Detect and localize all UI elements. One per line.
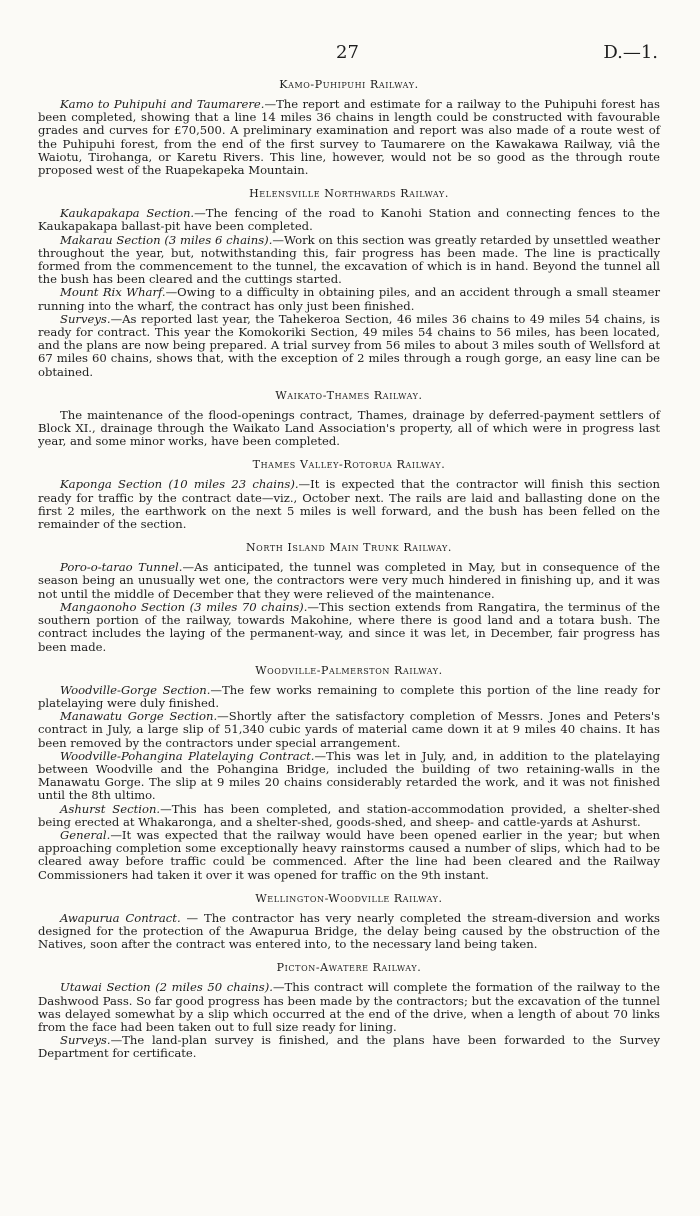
paragraph-text: —Work on this section was greatly retarded by unsettled weather throughout the year, but, notwithstanding this, fair progress has been made. The line is practically formed from the commencement to the tunnel, the excavation of which is in hand. Beyond the tunnel all the bush has been cleared and the cuttings started.: [38, 232, 660, 287]
paragraph-text: —This section extends from Rangatira, the terminus of the southern portion of the railway, towards Makohine, where there is good land and a totara bush. The contract includes the laying of the permanent-way, and since it was let, in December, fair progress has been made.: [38, 599, 660, 654]
document-body: [38, 78, 660, 1061]
paragraph-lead: Mount Rix Wharf.: [60, 285, 166, 300]
section-paragraph: [38, 234, 660, 287]
report-section: [38, 892, 660, 952]
section-paragraph: [38, 803, 660, 829]
report-section: [38, 458, 660, 531]
paragraph-lead: Poro-o-tarao Tunnel.: [60, 560, 183, 575]
paragraph-text: —This contract will complete the formation of the railway to the Dashwood Pass. So far good progress has been made by the contractors; but the excavation of the tunnel was delayed somewhat by a slip which occurred at the end of the drive, when a length of about 70 links from the face had been taken out to full size ready for lining.: [38, 980, 660, 1034]
paragraph-text: — The contractor has very nearly completed the stream-diversion and works designed for the protection of the Awapurua Bridge, the delay being caused by the obstruction of the Natives, soon after the contract was entered into, to the necessary land being taken.: [38, 910, 660, 952]
paragraph-text: —This was let in July, and, in addition to the platelaying between Woodville and the Pohangina Bridge, included the building of two retaining-walls in the Manawatu Gorge. The slip at 9 miles 20 chains considerably retarded the work, and it was not finished until the 8th ultimo.: [38, 748, 660, 803]
paragraph-text: —As anticipated, the tunnel was completed in May, but in consequence of the season being an unusually wet one, the contractors were very much hindered in finishing up, and it was not until the middle of December that they were relieved of the maintenance.: [38, 560, 660, 601]
paragraph-lead: Awapurua Contract.: [60, 910, 181, 925]
section-paragraph: [38, 98, 660, 177]
section-paragraph: [38, 1034, 660, 1060]
section-paragraph: [38, 912, 660, 952]
paragraph-text: —The fencing of the road to Kanohi Station and connecting fences to the Kaukapakapa ballast-pit have been completed.: [38, 206, 660, 234]
paragraph-lead: Surveys.: [60, 1033, 111, 1048]
paragraph-text: —The few works remaining to complete this portion of the line ready for platelaying were duly finished.: [38, 682, 660, 710]
report-section: [38, 541, 660, 653]
paragraph-lead: Woodville-Pohangina Platelaying Contract.: [60, 748, 315, 763]
section-title: Picton-Awatere Railway.: [276, 961, 422, 975]
section-title: Helensville Northwards Railway.: [249, 187, 449, 201]
section-title: Kamo-Puhipuhi Railway.: [279, 78, 419, 91]
section-paragraph: [38, 750, 660, 803]
section-title: Waikato-Thames Railway.: [275, 388, 423, 402]
section-paragraph: [38, 829, 660, 882]
paragraph-lead: Ashurst Section.: [60, 801, 161, 816]
paragraph-text: —Owing to a difficulty in obtaining piles, and an accident through a small steamer running into the wharf, the contract has only just been finished.: [38, 285, 660, 313]
section-paragraph: [38, 981, 660, 1034]
report-section: [38, 664, 660, 882]
paragraph-text: —The land-plan survey is finished, and the plans have been forwarded to the Survey Department for certificate.: [38, 1033, 660, 1061]
document-reference: D.—1.: [603, 42, 658, 63]
section-paragraph: [38, 286, 660, 312]
section-title: North Island Main Trunk Railway.: [245, 541, 453, 555]
section-paragraph: [38, 478, 660, 531]
paragraph-text: —This has been completed, and station-accommodation provided, a shelter-shed being erected at Whakaronga, and a shelter-shed, goods-shed, and sheep- and cattle-yards at Ashurst.: [38, 801, 660, 829]
report-section: [38, 389, 660, 449]
report-section: [38, 961, 660, 1060]
page-number: 27: [336, 42, 359, 63]
paragraph-lead: Mangaonoho Section (3 miles 70 chains).: [60, 599, 308, 614]
paragraph-text: The maintenance of the flood-openings contract, Thames, drainage by deferred-payment settlers of Block XI., drainage through the Waikato Land Association's property, all of which were in progress last year, and some minor works, have been completed.: [38, 407, 660, 449]
section-paragraph: [38, 207, 660, 233]
section-paragraph: [38, 601, 660, 654]
section-paragraph: [38, 561, 660, 601]
section-paragraph: [38, 684, 660, 710]
paragraph-lead: Woodville-Gorge Section.: [60, 682, 211, 697]
paragraph-lead: Kaukapakapa Section.: [60, 206, 195, 221]
section-title: Woodville-Palmerston Railway.: [255, 663, 443, 677]
paragraph-lead: Makarau Section (3 miles 6 chains).: [60, 232, 273, 247]
section-paragraph: [38, 313, 660, 379]
section-title: Wellington-Woodville Railway.: [255, 891, 443, 905]
paragraph-lead: Surveys.: [60, 311, 111, 326]
page-header: [0, 42, 700, 66]
paragraph-text: —The report and estimate for a railway to the Puhipuhi forest has been completed, showing that a line 14 miles 36 chains in length could be constructed with favourable grades and curves for £70,500. A preliminary examination and report was also made of a route west of the Puhipuhi forest, from the end of the first survey to Taumarere on the Kawakawa Railway, viâ the Waiotu, Tirohanga, or Karetu Rivers. This line, however, would not be so good as the through route proposed west of the Ruapekapeka Mountain.: [38, 97, 660, 178]
paragraph-lead: General.: [60, 827, 111, 842]
paragraph-lead: Manawatu Gorge Section.: [60, 709, 218, 724]
paragraph-text: —Shortly after the satisfactory completion of Messrs. Jones and Peters's contract in July, a large slip of 51,340 cubic yards of material came down it at 9 miles 40 chains. It has been removed by the contractors under special arrangement.: [38, 709, 660, 750]
paragraph-lead: Kaponga Section (10 miles 23 chains).: [60, 477, 299, 492]
report-section: [38, 78, 660, 177]
section-paragraph: [38, 710, 660, 750]
paragraph-text: —It was expected that the railway would have been opened earlier in the year; but when approaching completion some exceptionally heavy rainstorms caused a number of slips, which had to be cleared away before traffic could be commenced. After the line had been cleared and the Railway Commissioners had taken it over it was opened for traffic on the 9th instant.: [38, 827, 660, 882]
section-paragraph: [38, 409, 660, 449]
section-title: Thames Valley-Rotorua Railway.: [252, 458, 446, 472]
paragraph-lead: Utawai Section (2 miles 50 chains).: [60, 980, 273, 995]
paragraph-text: —As reported last year, the Tahekeroa Section, 46 miles 36 chains to 49 miles 54 chains, is ready for contract. This year the Komokoriki Section, 49 miles 54 chains to 56 miles, has been located, and the plans are now being prepared. A trial survey from 56 miles to about 3 miles south of Wellsford at 67 miles 60 chains, shows that, with the exception of 2 miles through a rough gorge, an easy line can be obtained.: [38, 311, 660, 379]
paragraph-lead: Kamo to Puhipuhi and Taumarere.: [60, 97, 265, 111]
paragraph-text: —It is expected that the contractor will finish this section ready for traffic by the contract date—viz., October next. The rails are laid and ballasting done on the first 2 miles, the earthwork on the next 5 miles is well forward, and the bush has been felled on the remainder of the section.: [38, 477, 660, 532]
report-section: [38, 187, 660, 379]
